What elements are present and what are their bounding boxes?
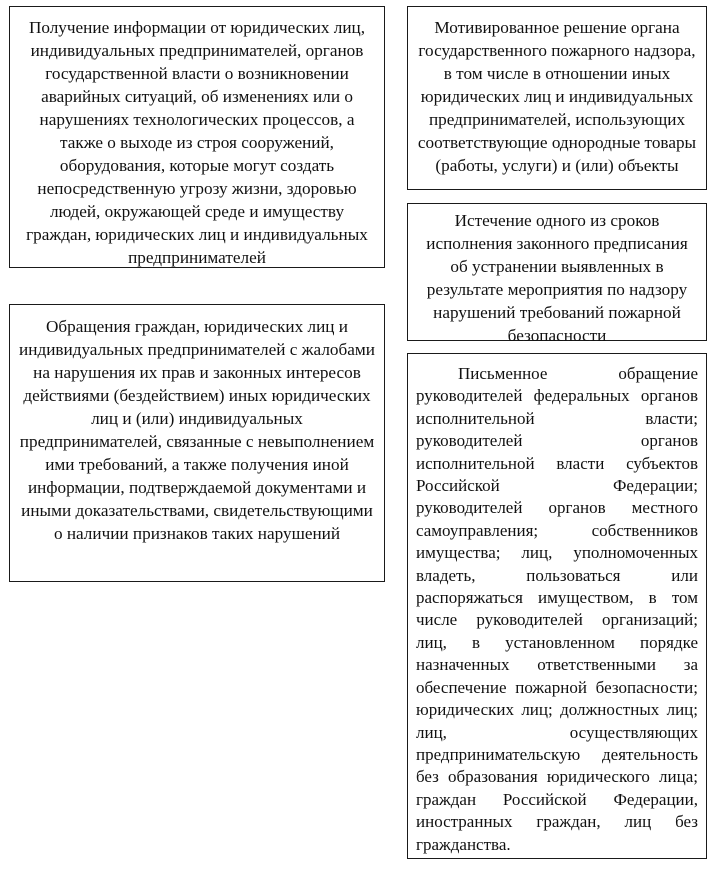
written-appeal-box [407, 353, 707, 859]
citizen-appeals-box [9, 304, 385, 582]
info-receipt-box [9, 6, 385, 268]
motivated-decision-text: Мотивированное решение органа государственного пожарного надзора, в том числе в отношении иных юридических лиц и индивидуальных предпринимателей, использующих соответствующие однородные товары (работы, услуги) и (или) объекты [417, 18, 697, 175]
written-appeal-text: Письменное обращение руководителей федеральных органов исполнительной власти; руководителей органов исполнительной власти субъектов Российской Федерации; руководителей органов местного самоуправления; собственников имущества; лиц, уполномоченных владеть, пользоваться или распоряжаться имуществом, в том числе руководителей организаций; лиц, в установленном порядке назначенных ответственными за обеспечение пожарной безопасности; юридических лиц; должностных лиц; лиц, осуществляющих предпринимательскую деятельность без образования юридического лица; граждан Российской Федерации, иностранных граждан, лиц без гражданства. [416, 364, 698, 854]
citizen-appeals-text: Обращения граждан, юридических лиц и индивидуальных предпринимателей с жалобами на нарушения их прав и законных интересов действиями (бездействием) иных юридических лиц и (или) индивидуальных предпринимателей, связанные с невыполнением ими требований, а также получения иной информации, подтверждаемой документами и иными доказательствами, свидетельствующими о наличии признаков таких нарушений [19, 317, 375, 543]
info-receipt-text: Получение информации от юридических лиц, индивидуальных предпринимателей, органов государственной власти о возникновении аварийных ситуаций, об изменениях или о нарушениях технологических процессов, а также о выходе из строя сооружений, оборудования, которые могут создать непосредственную угрозу жизни, здоровью людей, окружающей среде и имуществу граждан, юридических лиц и индивидуальных предпринимателей [26, 18, 368, 267]
order-deadline-text: Истечение одного из сроков исполнения законного предписания об устранении выявленных в результате мероприятия по надзору нарушений требований пожарной безопасности [426, 211, 688, 345]
motivated-decision-box [407, 6, 707, 190]
order-deadline-box [407, 203, 707, 345]
